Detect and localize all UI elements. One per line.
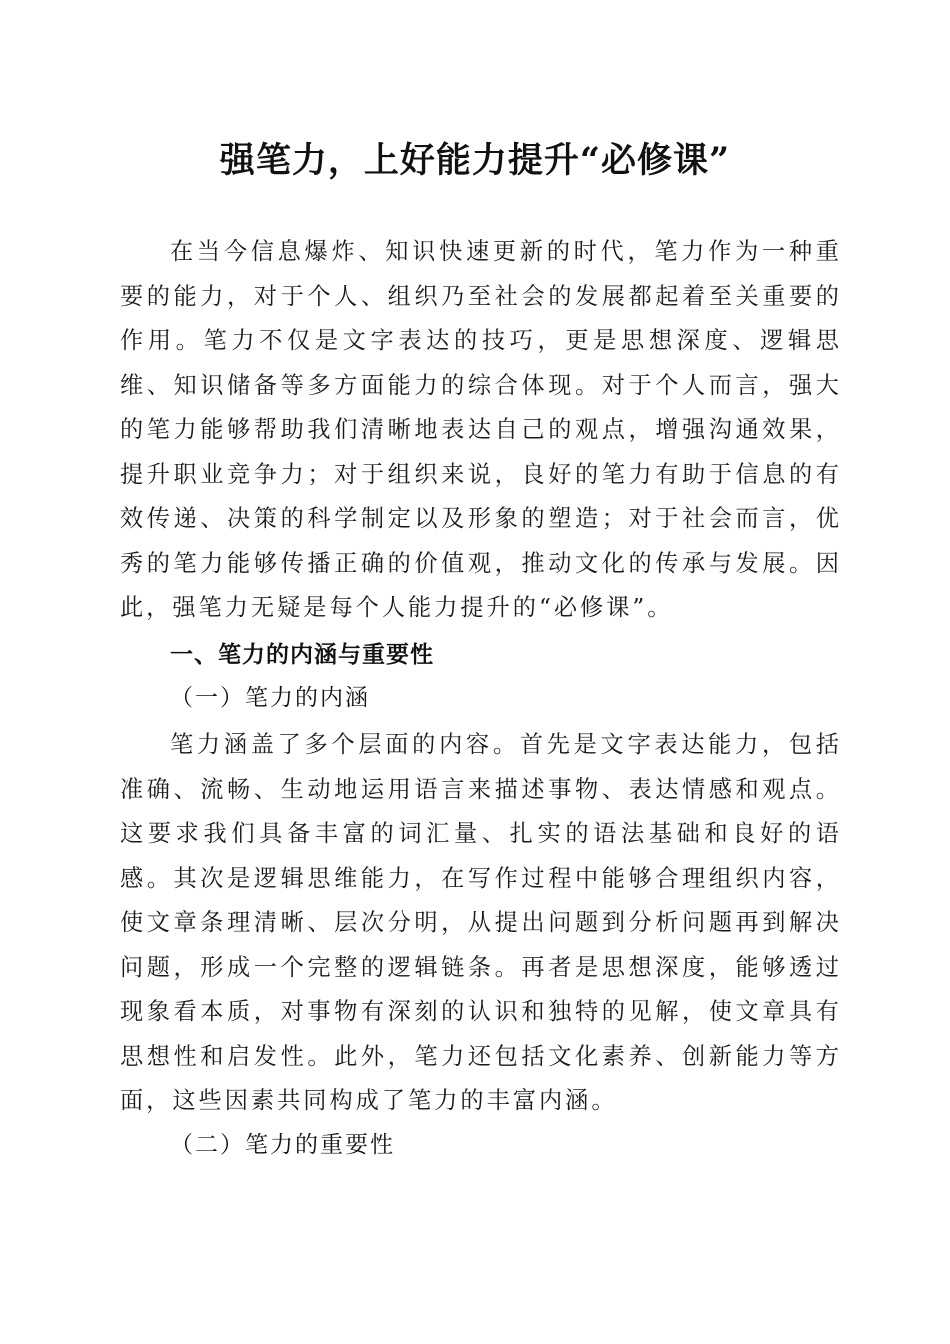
- subsection-heading: （二）笔力的重要性: [170, 1132, 395, 1158]
- intro-paragraph: 在当今信息爆炸、知识快速更新的时代，笔力作为一种重要的能力，对于个人、组织乃至社会的发展都起着至关重要的作用。笔力不仅是文字表达的技巧，更是思想深度、逻辑思维、知识储备等多方面能力的综合体现。对于个人而言，强大的笔力能够帮助我们清晰地表达自己的观点，增强沟通效果，提升职业竞争力；对于组织来说，良好的笔力有助于信息的有效传递、决策的科学制定以及形象的塑造；对于社会而言，优秀的笔力能够传播正确的价值观，推动文化的传承与发展。因此，强笔力无疑是每个人能力提升的“必修课”。: [120, 238, 842, 621]
- section-heading: 一、笔力的内涵与重要性: [170, 642, 434, 668]
- subsection-paragraph: 笔力涵盖了多个层面的内容。首先是文字表达能力，包括准确、流畅、生动地运用语言来描述事物、表达情感和观点。这要求我们具备丰富的词汇量、扎实的语法基础和良好的语感。其次是逻辑思维能力，在写作过程中能够合理组织内容，使文章条理清晰、层次分明，从提出问题到分析问题再到解决问题，形成一个完整的逻辑链条。再者是思想深度，能够透过现象看本质，对事物有深刻的认识和独特的见解，使文章具有思想性和启发性。此外，笔力还包括文化素养、创新能力等方面，这些因素共同构成了笔力的丰富内涵。: [120, 731, 842, 1114]
- subsection-heading: （一）笔力的内涵: [170, 685, 370, 711]
- document-title: 强笔力，上好能力提升“必修课”: [219, 140, 731, 181]
